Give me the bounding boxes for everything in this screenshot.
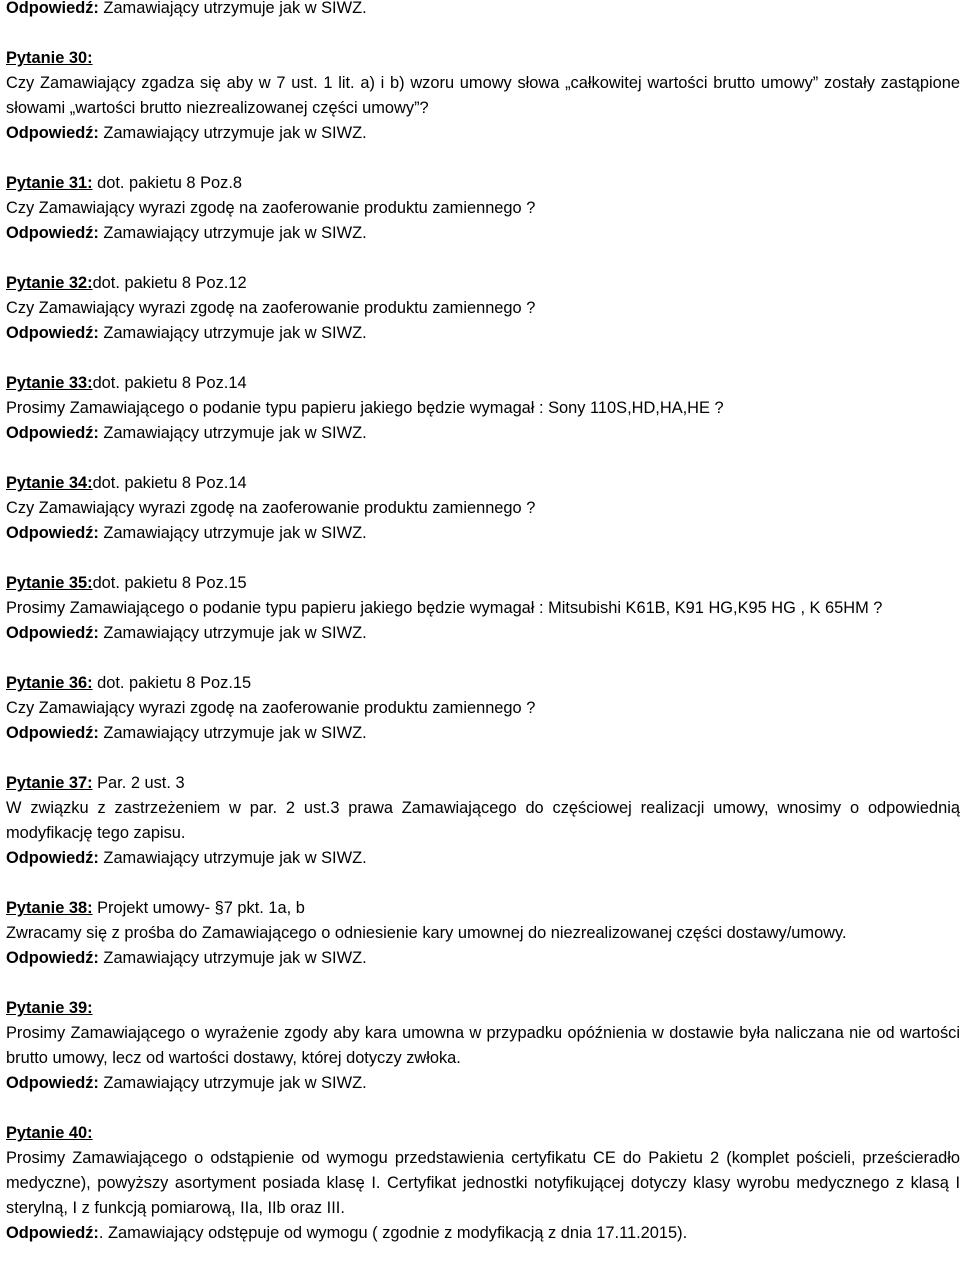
question-body: Prosimy Zamawiającego o odstąpienie od wymogu przedstawienia certyfikatu CE do Pakietu 2 (komplet pościeli, prześcieradło medyczne), powyższy asortyment posiada klasę I. Certyfikat jednostki notyfikującej dotyczy klasy wyrobu medycznego z klasą I sterylną, I z funkcją pomiarową, IIa, IIb oraz III. (6, 1149, 960, 1217)
question-body: Zwracamy się z prośba do Zamawiającego o odniesienie kary umownej do niezrealizowanej części dostawy/umowy. (6, 924, 847, 942)
question-reference: dot. pakietu 8 Poz.15 (92, 674, 252, 692)
question-label: Pytanie 31: (6, 174, 93, 192)
answer-line (6, 0, 960, 21)
answer-label: Odpowiedź: (6, 949, 99, 967)
answer-line (6, 421, 960, 446)
question-label: Pytanie 39: (6, 999, 93, 1017)
question-block-38 (6, 896, 960, 971)
question-block-37 (6, 771, 960, 871)
question-block-34 (6, 471, 960, 546)
question-block-40 (6, 1121, 960, 1246)
question-header (6, 671, 960, 696)
answer-label: Odpowiedź: (6, 424, 99, 442)
question-header (6, 171, 960, 196)
question-body: Czy Zamawiający wyrazi zgodę na zaoferowanie produktu zamiennego ? (6, 299, 536, 317)
answer-label: Odpowiedź: (6, 724, 99, 742)
answer-label: Odpowiedź: (6, 124, 99, 142)
document-page (6, 0, 960, 1271)
question-header (6, 571, 960, 596)
question-label: Pytanie 37: (6, 774, 93, 792)
answer-text: Zamawiający utrzymuje jak w SIWZ. (98, 0, 367, 17)
answer-label: Odpowiedź: (6, 224, 99, 242)
answer-text: Zamawiający utrzymuje jak w SIWZ. (98, 1074, 367, 1092)
question-reference: dot. pakietu 8 Poz.12 (92, 274, 247, 292)
answer-label: Odpowiedź: (6, 1224, 99, 1242)
answer-line (6, 1071, 960, 1096)
question-header (6, 471, 960, 496)
question-block-31 (6, 171, 960, 246)
answer-text: Zamawiający utrzymuje jak w SIWZ. (98, 224, 367, 242)
answer-line (6, 321, 960, 346)
question-reference: dot. pakietu 8 Poz.14 (92, 474, 247, 492)
answer-text: . Zamawiający odstępuje od wymogu ( zgodnie z modyfikacją z dnia 17.11.2015). (98, 1224, 688, 1242)
question-label: Pytanie 30: (6, 49, 93, 67)
question-label: Pytanie 40: (6, 1124, 93, 1142)
answer-label: Odpowiedź: (6, 524, 99, 542)
question-block-39 (6, 996, 960, 1096)
answer-label: Odpowiedź: (6, 849, 99, 867)
question-header (6, 46, 960, 71)
question-block-35 (6, 571, 960, 646)
question-header (6, 371, 960, 396)
answer-text: Zamawiający utrzymuje jak w SIWZ. (98, 524, 367, 542)
answer-label: Odpowiedź: (6, 624, 99, 642)
answer-text: Zamawiający utrzymuje jak w SIWZ. (98, 724, 367, 742)
answer-label: Odpowiedź: (6, 0, 99, 17)
question-block-33 (6, 371, 960, 446)
question-body: Prosimy Zamawiającego o podanie typu papieru jakiego będzie wymagał : Mitsubishi K61B, K91 HG,K95 HG , K 65HM ? (6, 599, 883, 617)
question-body: Prosimy Zamawiającego o wyrażenie zgody aby kara umowna w przypadku opóźnienia w dostawie była naliczana nie od wartości brutto umowy, lecz od wartości dostawy, której dotyczy zwłoka. (6, 1024, 960, 1067)
question-header (6, 1121, 960, 1146)
answer-text: Zamawiający utrzymuje jak w SIWZ. (98, 624, 367, 642)
answer-block-previous (6, 0, 960, 21)
question-header (6, 271, 960, 296)
question-label: Pytanie 34: (6, 474, 93, 492)
question-header (6, 996, 960, 1021)
question-reference: dot. pakietu 8 Poz.14 (92, 374, 247, 392)
answer-line (6, 621, 960, 646)
answer-label: Odpowiedź: (6, 324, 99, 342)
answer-text: Zamawiający utrzymuje jak w SIWZ. (98, 849, 367, 867)
question-label: Pytanie 36: (6, 674, 93, 692)
question-header (6, 771, 960, 796)
answer-line (6, 946, 960, 971)
question-reference: Par. 2 ust. 3 (92, 774, 185, 792)
question-label: Pytanie 38: (6, 899, 93, 917)
question-header (6, 896, 960, 921)
question-body: Czy Zamawiający wyrazi zgodę na zaoferowanie produktu zamiennego ? (6, 199, 536, 217)
answer-line (6, 1221, 960, 1246)
answer-line (6, 721, 960, 746)
question-label: Pytanie 35: (6, 574, 93, 592)
question-body: Prosimy Zamawiającego o podanie typu papieru jakiego będzie wymagał : Sony 110S,HD,HA,HE ? (6, 399, 724, 417)
question-body: W związku z zastrzeżeniem w par. 2 ust.3 prawa Zamawiającego do częściowej realizacji umowy, wnosimy o odpowiednią modyfikację tego zapisu. (6, 799, 960, 842)
question-block-36 (6, 671, 960, 746)
answer-text: Zamawiający utrzymuje jak w SIWZ. (98, 124, 367, 142)
question-reference: dot. pakietu 8 Poz.8 (92, 174, 242, 192)
question-label: Pytanie 32: (6, 274, 93, 292)
answer-text: Zamawiający utrzymuje jak w SIWZ. (98, 324, 367, 342)
answer-line (6, 521, 960, 546)
question-reference: Projekt umowy- §7 pkt. 1a, b (92, 899, 305, 917)
question-block-30 (6, 46, 960, 146)
answer-text: Zamawiający utrzymuje jak w SIWZ. (98, 424, 367, 442)
question-reference: dot. pakietu 8 Poz.15 (92, 574, 247, 592)
answer-text: Zamawiający utrzymuje jak w SIWZ. (98, 949, 367, 967)
question-label: Pytanie 33: (6, 374, 93, 392)
question-body: Czy Zamawiający zgadza się aby w 7 ust. 1 lit. a) i b) wzoru umowy słowa „całkowitej wartości brutto umowy” zostały zastąpione słowami „wartości brutto niezrealizowanej części umowy”? (6, 74, 960, 117)
answer-line (6, 846, 960, 871)
answer-line (6, 221, 960, 246)
question-block-32 (6, 271, 960, 346)
answer-line (6, 121, 960, 146)
question-body: Czy Zamawiający wyrazi zgodę na zaoferowanie produktu zamiennego ? (6, 699, 536, 717)
question-body: Czy Zamawiający wyrazi zgodę na zaoferowanie produktu zamiennego ? (6, 499, 536, 517)
answer-label: Odpowiedź: (6, 1074, 99, 1092)
